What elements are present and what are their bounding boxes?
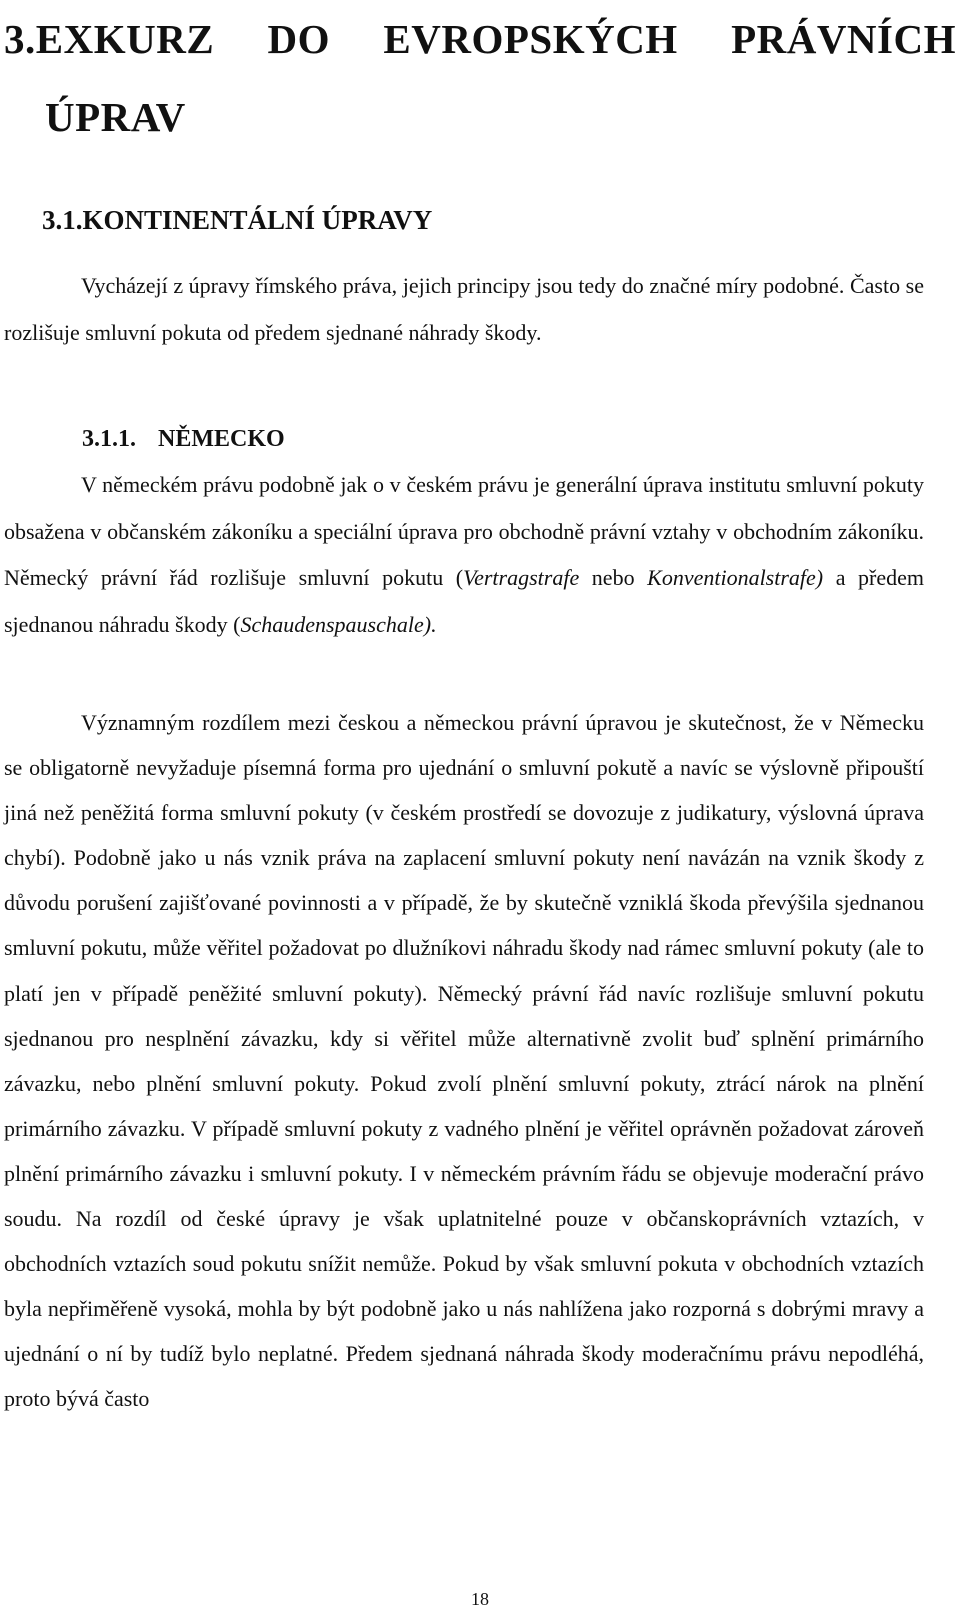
paragraph-germany-overview bbox=[4, 462, 924, 648]
chapter-heading-line-1 bbox=[4, 0, 956, 78]
chapter-heading bbox=[4, 0, 956, 156]
german-term-schaudenspauschale: Schaudenspauschale). bbox=[240, 611, 437, 637]
paragraph-intro: Vycházejí z úpravy římského práva, jejich principy jsou tedy do značné míry podobné. Často se rozlišuje smluvní pokuta od předem sjednané náhrady škody. bbox=[4, 273, 924, 345]
chapter-heading-line-2: ÚPRAV bbox=[45, 94, 186, 140]
chapter-heading-word: PRÁVNÍCH bbox=[731, 16, 956, 62]
section-heading: 3.1.KONTINENTÁLNÍ ÚPRAVY bbox=[42, 205, 433, 235]
german-term-vertragstrafe: Vertragstrafe bbox=[463, 565, 580, 591]
chapter-heading-number-and-word-1 bbox=[4, 0, 214, 78]
chapter-number: 3. bbox=[4, 16, 36, 62]
german-term-konventionalstrafe: Konventionalstrafe) bbox=[647, 565, 824, 591]
chapter-heading-word: EXKURZ bbox=[35, 16, 215, 62]
paragraph-differences: Významným rozdílem mezi českou a německou právní úpravou je skutečnost, že v Německu se obligatorně nevyžaduje písemná forma pro ujednání o smluvní pokutě a navíc se výslovně připouští jiná než peněžitá forma smluvní pokuty (v českém prostředí se dovozuje z judikatury, výslovná úprava chybí). Podobně jako u nás vznik práva na zaplacení smluvní pokuty není navázán na vznik škody z důvodu porušení zajišťované povinnosti a v případě, že by skutečně vzniklá škoda převýšila sjednanou smluvní pokutu, může věřitel požadovat po dlužníkovi náhradu škody nad rámec smluvní pokuty (ale to platí jen v případě peněžité smluvní pokuty). Německý právní řád navíc rozlišuje smluvní pokutu sjednanou pro nesplnění závazku, kdy si věřitel může alternativně zvolit buď splnění primárního závazku, nebo plnění smluvní pokuty. Pokud zvolí plnění smluvní pokuty, ztrácí nárok na plnění primárního závazku. V případě smluvní pokuty z vadného plnění je věřitel oprávněn požadovat zároveň plnění primárního závazku i smluvní pokuty. I v německém právním řádu se objevuje moderační právo soudu. Na rozdíl od české úpravy je však uplatnitelné pouze v občanskoprávních vztazích, v obchodních vztazích soud pokutu snížit nemůže. Pokud by však smluvní pokuta v obchodních vztazích byla nepřiměřeně vysoká, mohla by být podobně jako u nás nahlížena jako rozporná s dobrými mravy a ujednání o ní by tudíž bylo neplatné. Předem sjednaná náhrada škody moderačnímu právu nepodléhá, proto bývá často bbox=[4, 710, 924, 1412]
subsection-heading bbox=[82, 424, 285, 454]
paragraph-text: V německém právu podobně jak o v českém právu je generální úprava institutu smluvní pokuty obsažena v občanském zákoníku a speciální úprava pro obchodně právní vztahy v obchodním zákoníku. Německý právní řád rozlišuje smluvní pokutu ( bbox=[4, 472, 924, 591]
subsection-title: NĚMECKO bbox=[158, 426, 285, 452]
chapter-heading-word: DO bbox=[267, 16, 331, 62]
paragraph-text: a předem sjednanou náhradu škody ( bbox=[4, 565, 924, 637]
paragraph-text: nebo bbox=[579, 565, 648, 591]
page-number: 18 bbox=[471, 1589, 489, 1609]
chapter-heading-word: EVROPSKÝCH bbox=[383, 16, 678, 62]
subsection-number: 3.1.1. bbox=[82, 426, 136, 452]
